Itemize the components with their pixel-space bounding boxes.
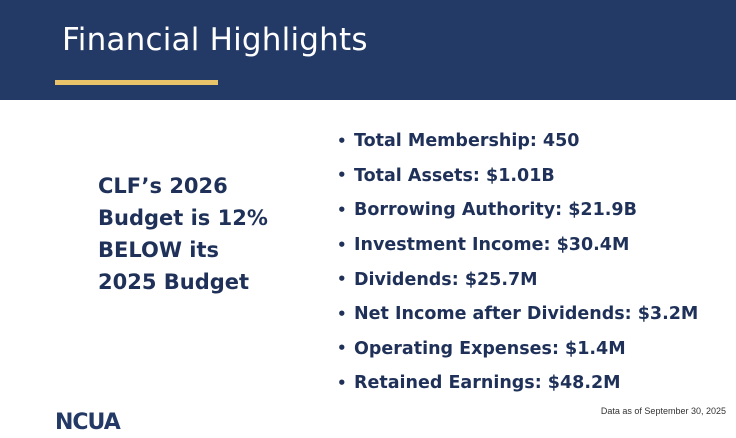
title-underline: [55, 80, 218, 85]
highlight-text: Total Membership: 450: [354, 131, 580, 152]
list-item: [337, 262, 698, 297]
bullet-icon: •: [337, 270, 347, 289]
highlight-text: Investment Income: $30.4M: [354, 235, 630, 256]
list-item: [337, 193, 698, 228]
data-date-note: Data as of September 30, 2025: [600, 406, 726, 416]
bullet-icon: •: [337, 200, 347, 219]
bullet-icon: •: [337, 131, 347, 150]
highlight-text: Retained Earnings: $48.2M: [354, 373, 621, 394]
bullet-icon: •: [337, 166, 347, 185]
list-item: [337, 297, 698, 332]
callout-line: Budget is 12%: [98, 206, 268, 230]
bullet-icon: •: [337, 304, 347, 323]
highlights-list: [337, 124, 698, 401]
ncua-logo: NCUA: [55, 410, 120, 435]
highlight-text: Total Assets: $1.01B: [354, 165, 555, 186]
slide-title: Financial Highlights: [62, 22, 368, 58]
bullet-icon: •: [337, 373, 347, 392]
callout-line: BELOW its: [98, 238, 220, 262]
list-item: [337, 159, 698, 194]
highlight-text: Net Income after Dividends: $3.2M: [354, 304, 699, 325]
list-item: [337, 366, 698, 401]
bullet-icon: •: [337, 339, 347, 358]
budget-callout: [98, 170, 308, 298]
callout-line: CLF’s 2026: [98, 174, 228, 198]
highlight-text: Borrowing Authority: $21.9B: [354, 200, 637, 221]
bullet-icon: •: [337, 235, 347, 254]
list-item: [337, 332, 698, 367]
list-item: [337, 124, 698, 159]
highlight-text: Operating Expenses: $1.4M: [354, 338, 626, 359]
list-item: [337, 228, 698, 263]
highlight-text: Dividends: $25.7M: [354, 269, 538, 290]
slide-header: [0, 0, 736, 100]
callout-line: 2025 Budget: [98, 270, 250, 294]
